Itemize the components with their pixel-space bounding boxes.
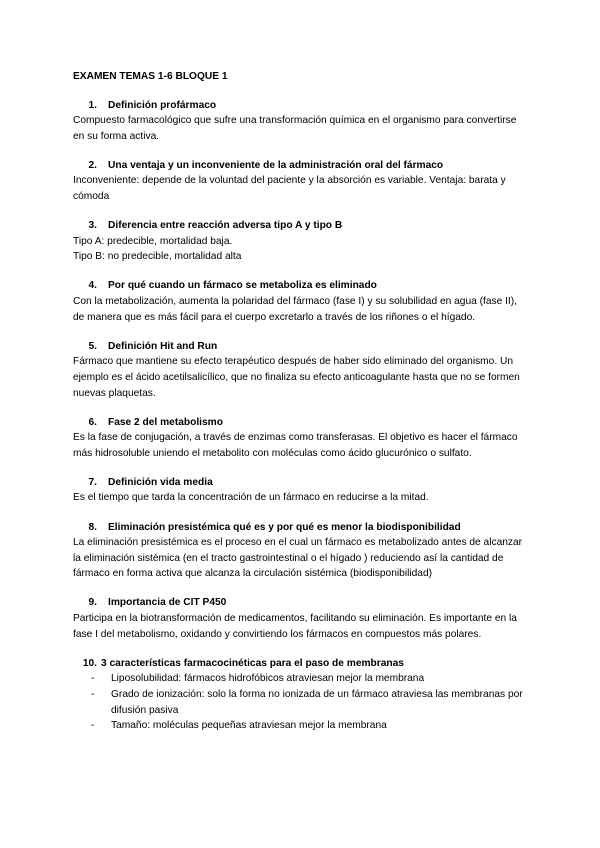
question-number: 1. xyxy=(88,99,97,111)
question-number: 10. xyxy=(82,657,97,669)
question-number: 7. xyxy=(88,476,97,488)
question-heading-text: Una ventaja y un inconveniente de la administración oral del fármaco xyxy=(108,159,444,171)
question-heading xyxy=(73,98,530,114)
question-answer xyxy=(73,234,530,265)
question-5 xyxy=(73,339,530,401)
question-heading xyxy=(73,520,530,536)
question-6 xyxy=(73,415,530,462)
answer-line: La eliminación presistémica es el proceso en el cual un fármaco es metabolizado antes de alcanzar la eliminación sistémica (en el tracto gastrointestinal o el hígado ) reduciendo así la cantidad de fármaco en forma activa que alcanza la circulación sistémica (biodisponibilidad) xyxy=(73,537,523,580)
question-answer xyxy=(73,113,530,144)
answer-line: Compuesto farmacológico que sufre una transformación química en el organismo para convertirse en su forma activa. xyxy=(73,115,517,142)
question-heading-text: Fase 2 del metabolismo xyxy=(108,416,223,428)
list-item xyxy=(91,671,530,687)
question-heading-text: Definición profármaco xyxy=(108,99,217,111)
question-heading-text: Diferencia entre reacción adversa tipo A y tipo B xyxy=(108,220,343,232)
question-heading xyxy=(73,415,530,431)
question-list xyxy=(73,98,530,734)
bullet-text: Grado de ionización: solo la forma no ionizada de un fármaco atraviesa las membranas por difusión pasiva xyxy=(111,688,523,716)
answer-line: Fármaco que mantiene su efecto terapéutico después de haber sido eliminado del organismo. Un ejemplo es el ácido acetilsalicílico, que no finaliza su efecto anticoagulante hasta que no se formen nuevas plaquetas. xyxy=(73,356,520,399)
dash-bullet-icon: - xyxy=(91,720,95,732)
question-heading-text: 3 características farmacocinéticas para el paso de membranas xyxy=(101,657,404,669)
list-item xyxy=(91,718,530,734)
question-answer xyxy=(73,173,530,204)
question-9 xyxy=(73,595,530,642)
question-heading-text: Por qué cuando un fármaco se metaboliza es eliminado xyxy=(108,280,377,292)
answer-line: Con la metabolización, aumenta la polaridad del fármaco (fase I) y su solubilidad en agua (fase II), de manera que es más fácil para el cuerpo excretarlo a través de los riñones o el hígado. xyxy=(73,296,517,323)
question-number: 4. xyxy=(88,280,97,292)
question-number: 9. xyxy=(88,597,97,609)
question-3 xyxy=(73,218,530,265)
question-number: 3. xyxy=(88,220,97,232)
document-title: EXAMEN TEMAS 1-6 BLOQUE 1 xyxy=(73,71,228,82)
answer-line: Es el tiempo que tarda la concentración de un fármaco en reducirse a la mitad. xyxy=(73,492,429,504)
question-heading-text: Definición Hit and Run xyxy=(108,340,218,352)
question-heading xyxy=(73,278,530,294)
question-number: 6. xyxy=(88,416,97,428)
question-answer xyxy=(73,535,530,582)
question-heading xyxy=(73,339,530,355)
question-answer xyxy=(73,354,530,401)
list-item xyxy=(91,687,530,718)
question-8 xyxy=(73,520,530,582)
question-heading xyxy=(73,656,530,672)
answer-line: Tipo A: predecible, mortalidad baja. xyxy=(73,235,233,247)
bullet-text: Liposolubilidad: fármacos hidrofóbicos atraviesan mejor la membrana xyxy=(111,673,425,685)
dash-bullet-icon: - xyxy=(91,688,95,700)
question-heading xyxy=(73,218,530,234)
question-2 xyxy=(73,158,530,205)
question-1 xyxy=(73,98,530,145)
question-answer xyxy=(73,490,530,506)
question-number: 8. xyxy=(88,521,97,533)
question-answer xyxy=(73,430,530,461)
question-4 xyxy=(73,278,530,325)
question-number: 5. xyxy=(88,340,97,352)
answer-line: Inconveniente: depende de la voluntad del paciente y la absorción es variable. Ventaja: barata y cómoda xyxy=(73,175,506,203)
question-answer xyxy=(73,611,530,642)
question-answer xyxy=(73,294,530,325)
question-7 xyxy=(73,475,530,506)
answer-line: Es la fase de conjugación, a través de enzimas como transferasas. El objetivo es hacer el fármaco más hidrosoluble uniendo el metabolito con moléculas como ácido glucurónico o sulfato. xyxy=(73,432,518,459)
answer-line: Participa en la biotransformación de medicamentos, facilitando su eliminación. Es importante en la fase I del metabolismo, oxidando y convirtiendo los fármacos en compuestos más polares. xyxy=(73,613,517,640)
question-heading xyxy=(73,158,530,174)
bullet-text: Tamaño: moléculas pequeñas atraviesan mejor la membrana xyxy=(111,720,387,732)
question-heading xyxy=(73,595,530,611)
bullet-list xyxy=(73,671,530,733)
question-number: 2. xyxy=(88,159,97,171)
question-heading xyxy=(73,475,530,491)
question-heading-text: Importancia de CIT P450 xyxy=(108,597,227,609)
question-heading-text: Definición vida media xyxy=(108,476,213,488)
dash-bullet-icon: - xyxy=(91,673,95,685)
answer-line: Tipo B: no predecible, mortalidad alta xyxy=(73,251,242,263)
question-10 xyxy=(73,656,530,734)
question-heading-text: Eliminación presistémica qué es y por qué es menor la biodisponibilidad xyxy=(108,521,461,533)
